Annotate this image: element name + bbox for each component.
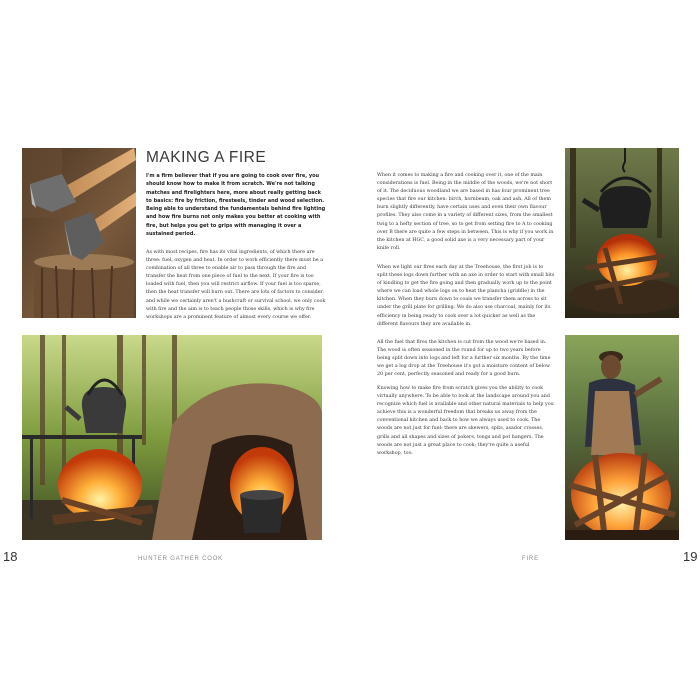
body-paragraph: As with most recipes, fire has its vital ingredients, of which there are three: fuel, oxygen and heat. In order to work efficiently there must be a combination of all three to enable air to pass through the fire and transfer the heat from one piece of fuel to the next. If your fire is too loaded with fuel, then you will restrict airflow. If your fuel is too sparse, then the heat transfer will burn out. There are lots of factors to consider, and while we certainly aren't a bushcraft or survival school, we only cook with fire and the aim is to teach people those skills, which is why fire workshops are a prominent feature of almost every course we offer.: [146, 250, 326, 320]
page-title: MAKING A FIRE: [146, 149, 267, 166]
right-running-head: FIRE: [522, 556, 539, 562]
axes-photo: [22, 148, 136, 318]
body-paragraph: When it comes to making a fire and cooking over it, one of the main considerations is fuel. Being in the middle of the woods, we're not short of it. The deciduous woodland we are based in has four prominent tree species that fire our kitchen: birch, hornbeam, oak and ash. All of them burn slightly differently, have certain uses and even their own flavour profiles. They also come in a variety of different sizes, from the smallest twig to a hefty section of tree, so to get from setting fire to A to cooking over B there are quite a few steps in between. This is why if you work in the kitchen at HGC, a good solid axe is a very necessary part of your knife roll.: [377, 173, 554, 251]
body-paragraph: All the fuel that fires the kitchen is cut from the wood we're based in. The wood is often seasoned in the round for up to two years before being split down into logs and left for a further six months. By the time we get a log drop at the Treehouse it's got a moisture content of below 20 per cent, perfectly seasoned and ready for a good burn.: [377, 340, 551, 378]
intro-paragraph: I'm a firm believer that if you are going to cook over fire, you should know how to make it from scratch. We're not talking matches and firelighters here, more about really getting back to basics: fire by friction, firesteels, tinder and wood selection. Being able to understand the fundamentals behind fire lighting and how fire burns not only makes you better at cooking with fire, but helps you get to grips with managing it over a sustained period.: [146, 173, 326, 238]
body-paragraph: When we light our fires each day at the Treehouse, the first job is to split these logs down further with an axe in order to start with small bits of kindling to get the fire going and then gradually work up to the point where we can load whole logs on to heat the plancha (griddle) in the kitchen. When they burn down to coals we transfer them across to sit under the grill plate for grilling. We do also use charcoal, mainly for its efficiency in being ready to cook over a lot quicker as well as the different flavours they are available in.: [377, 265, 555, 327]
left-running-head: HUNTER GATHER COOK: [138, 556, 223, 562]
chef-fire-photo: [565, 335, 679, 540]
right-page-number: 19: [683, 549, 698, 564]
campfire-photo: [22, 335, 322, 540]
left-page-number: 18: [3, 549, 18, 564]
kettle-fire-photo: [565, 148, 679, 318]
body-paragraph: Knowing how to make fire from scratch gives you the ability to cook virtually anywhere. To be able to look at the landscape around you and recognize which fuel is available and other natural materials to help you achieve this is a wonderful freedom that breaks us away from the conventional kitchen and back to how we always used to cook. The woods are not just for fuel: there are skewers, spits, asador crosses, grills and all shapes and sizes of pokers, tongs and pot hangers. The woods are not just a great place to cook; they're quite a useful workshop, too.: [377, 386, 554, 456]
